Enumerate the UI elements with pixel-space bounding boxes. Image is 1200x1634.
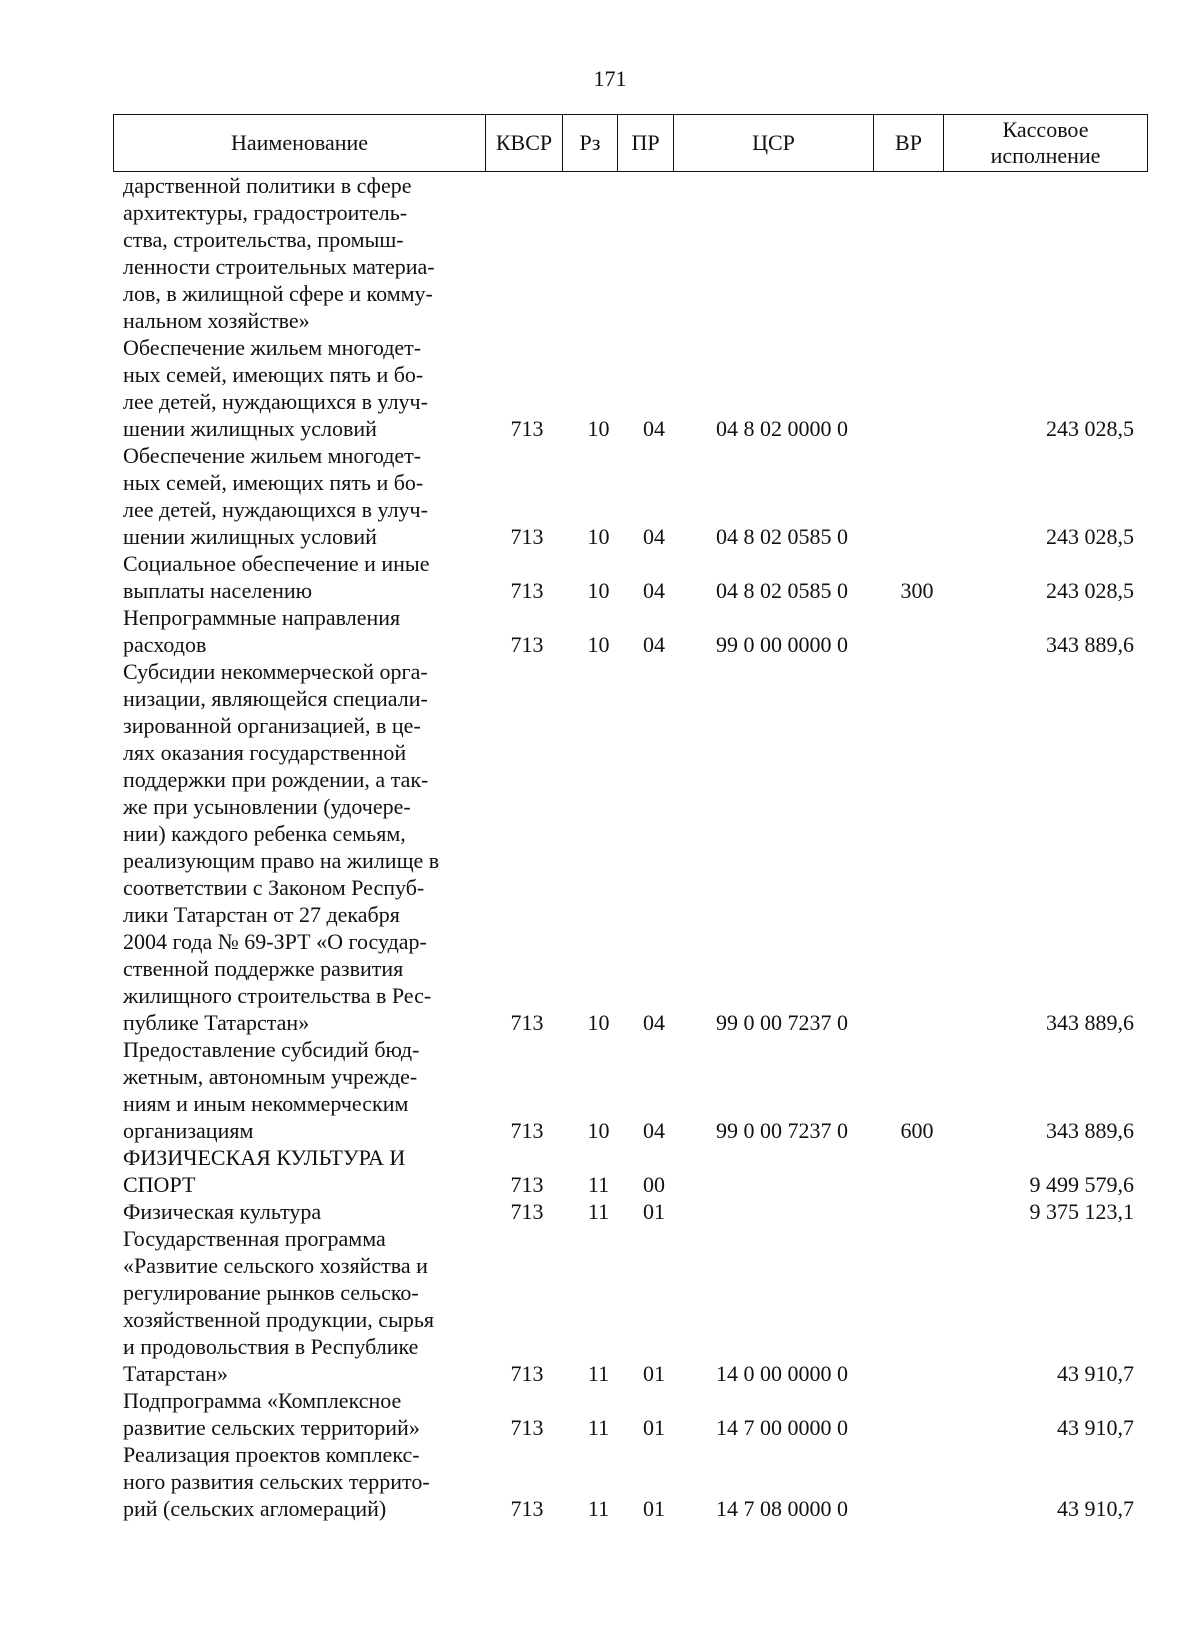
- row-pr: 04: [643, 578, 665, 603]
- table-row: [113, 1036, 1148, 1144]
- row-sum: 243 028,5: [1046, 524, 1134, 549]
- row-name: [113, 1144, 483, 1198]
- row-name: [113, 172, 483, 334]
- table-header: [113, 114, 1148, 172]
- table-row: [113, 442, 1148, 550]
- row-name-line: рий (сельских агломераций): [123, 1496, 387, 1521]
- row-csr: 14 0 00 0000 0: [716, 1361, 848, 1386]
- row-rz: 10: [587, 1010, 610, 1035]
- row-name-line: и продовольствия в Республике: [123, 1334, 419, 1359]
- row-name-line: ниям и иным некоммерческим: [123, 1091, 409, 1116]
- row-sum: 9 499 579,6: [1029, 1172, 1134, 1197]
- row-name-line: ных семей, имеющих пять и бо-: [123, 362, 424, 387]
- row-name-line: лее детей, нуждающихся в улуч-: [123, 497, 428, 522]
- row-name-line: Государственная программа: [123, 1226, 386, 1251]
- row-name-line: публике Татарстан»: [123, 1010, 310, 1035]
- row-name-line: ных семей, имеющих пять и бо-: [123, 470, 424, 495]
- row-sum: 243 028,5: [1046, 578, 1134, 603]
- table-body: [113, 172, 1148, 1522]
- header-sum-line2: исполнение: [990, 143, 1101, 168]
- row-name-line: хозяйственной продукции, сырья: [123, 1307, 435, 1332]
- row-kvsr: 713: [510, 632, 544, 657]
- row-name: [113, 1198, 483, 1225]
- row-sum: 343 889,6: [1046, 1118, 1134, 1143]
- row-kvsr: 713: [510, 1496, 544, 1521]
- row-rz: 10: [587, 1118, 610, 1143]
- row-name-line: Социальное обеспечение и иные: [123, 551, 430, 576]
- row-rz: 11: [587, 1415, 610, 1440]
- row-name: [113, 1387, 483, 1441]
- row-rz: 11: [587, 1361, 610, 1386]
- row-name-line: реализующим право на жилище в: [123, 848, 440, 873]
- row-name-line: поддержки при рождении, а так-: [123, 767, 429, 792]
- row-name: [113, 604, 483, 658]
- row-pr: 01: [643, 1199, 665, 1224]
- header-name: Наименование: [114, 115, 486, 171]
- row-name-line: соответствии с Законом Респуб-: [123, 875, 425, 900]
- row-name-line: архитектуры, градостроитель-: [123, 200, 408, 225]
- row-name-line: выплаты населению: [123, 578, 313, 603]
- table-row: [113, 334, 1148, 442]
- row-sum: 343 889,6: [1046, 1010, 1134, 1035]
- row-name-line: шении жилищных условий: [123, 416, 377, 441]
- row-sum: 43 910,7: [1057, 1361, 1134, 1386]
- row-name-line: регулирование рынков сельско-: [123, 1280, 419, 1305]
- row-name-line: ленности строительных материа-: [123, 254, 435, 279]
- row-sum: 43 910,7: [1057, 1415, 1134, 1440]
- row-pr: 04: [643, 416, 665, 441]
- table-row: [113, 1198, 1148, 1225]
- row-pr: 01: [643, 1415, 665, 1440]
- row-kvsr: 713: [510, 1010, 544, 1035]
- header-rz: Рз: [563, 115, 618, 171]
- row-kvsr: 713: [510, 578, 544, 603]
- row-kvsr: 713: [510, 524, 544, 549]
- row-vr: 300: [900, 578, 934, 603]
- row-name-line: ственной поддержке развития: [123, 956, 404, 981]
- row-name-line: лее детей, нуждающихся в улуч-: [123, 389, 428, 414]
- row-kvsr: 713: [510, 1118, 544, 1143]
- row-rz: 10: [587, 524, 610, 549]
- row-name-line: зированной организацией, в це-: [123, 713, 421, 738]
- row-name-line: жетным, автономным учрежде-: [123, 1064, 418, 1089]
- row-name: [113, 1441, 483, 1522]
- table-row: [113, 550, 1148, 604]
- row-name-line: СПОРТ: [123, 1172, 196, 1197]
- row-pr: 01: [643, 1361, 665, 1386]
- row-name-line: Татарстан»: [123, 1361, 228, 1386]
- row-name: [113, 1225, 483, 1387]
- row-rz: 10: [587, 416, 610, 441]
- row-kvsr: 713: [510, 1361, 544, 1386]
- row-sum: 9 375 123,1: [1029, 1199, 1134, 1224]
- row-kvsr: 713: [510, 1415, 544, 1440]
- row-csr: 99 0 00 7237 0: [716, 1118, 848, 1143]
- row-rz: 11: [587, 1199, 610, 1224]
- row-name-line: Обеспечение жильем многодет-: [123, 335, 422, 360]
- row-name-line: ФИЗИЧЕСКАЯ КУЛЬТУРА И: [123, 1145, 406, 1170]
- row-csr: 04 8 02 0585 0: [716, 578, 848, 603]
- row-pr: 04: [643, 632, 665, 657]
- row-rz: 10: [587, 578, 610, 603]
- row-rz: 11: [587, 1496, 610, 1521]
- row-pr: 04: [643, 1010, 665, 1035]
- row-csr: 04 8 02 0000 0: [716, 416, 848, 441]
- row-name-line: лики Татарстан от 27 декабря: [123, 902, 400, 927]
- row-name-line: низации, являющейся специали-: [123, 686, 428, 711]
- table-row: [113, 1225, 1148, 1387]
- row-name-line: лях оказания государственной: [123, 740, 407, 765]
- row-name-line: Непрограммные направления: [123, 605, 401, 630]
- row-name-line: нии) каждого ребенка семьям,: [123, 821, 406, 846]
- table-row: [113, 1144, 1148, 1198]
- header-csr: ЦСР: [674, 115, 874, 171]
- row-pr: 04: [643, 524, 665, 549]
- header-sum-line1: Кассовое: [1002, 117, 1089, 142]
- row-kvsr: 713: [510, 1199, 544, 1224]
- row-name-line: жилищного строительства в Рес-: [123, 983, 432, 1008]
- row-name-line: нальном хозяйстве»: [123, 308, 310, 333]
- row-name-line: Субсидии некоммерческой орга-: [123, 659, 428, 684]
- row-name-line: ного развития сельских террито-: [123, 1469, 430, 1494]
- row-csr: 14 7 08 0000 0: [716, 1496, 848, 1521]
- row-name-line: развитие сельских территорий»: [123, 1415, 420, 1440]
- row-name-line: 2004 года № 69-ЗРТ «О государ-: [123, 929, 427, 954]
- row-name-line: дарственной политики в сфере: [123, 173, 412, 198]
- row-sum: 343 889,6: [1046, 632, 1134, 657]
- row-csr: 99 0 00 0000 0: [716, 632, 848, 657]
- row-kvsr: 713: [510, 416, 544, 441]
- row-name-line: Предоставление субсидий бюд-: [123, 1037, 420, 1062]
- row-name-line: расходов: [123, 632, 207, 657]
- table-row: [113, 1441, 1148, 1522]
- row-sum: 243 028,5: [1046, 416, 1134, 441]
- header-vr: ВР: [874, 115, 944, 171]
- row-name-line: «Развитие сельского хозяйства и: [123, 1253, 428, 1278]
- row-pr: 01: [643, 1496, 665, 1521]
- table-row: [113, 658, 1148, 1036]
- row-name-line: лов, в жилищной сфере и комму-: [123, 281, 433, 306]
- row-csr: 04 8 02 0585 0: [716, 524, 848, 549]
- row-name-line: шении жилищных условий: [123, 524, 377, 549]
- row-rz: 11: [587, 1172, 610, 1197]
- row-name: [113, 1036, 483, 1144]
- row-name-line: организациям: [123, 1118, 254, 1143]
- header-pr: ПР: [618, 115, 674, 171]
- row-name-line: Подпрограмма «Комплексное: [123, 1388, 402, 1413]
- row-name: [113, 334, 483, 442]
- row-name: [113, 658, 483, 1036]
- row-name-line: Обеспечение жильем многодет-: [123, 443, 422, 468]
- row-csr: 99 0 00 7237 0: [716, 1010, 848, 1035]
- table-row: [113, 604, 1148, 658]
- row-name: [113, 550, 483, 604]
- header-sum: [944, 115, 1147, 171]
- row-kvsr: 713: [510, 1172, 544, 1197]
- row-name-line: ства, строительства, промыш-: [123, 227, 404, 252]
- row-vr: 600: [900, 1118, 934, 1143]
- row-name-line: Реализация проектов комплекс-: [123, 1442, 420, 1467]
- table-row: [113, 1387, 1148, 1441]
- page-number: 171: [593, 66, 627, 91]
- header-kvsr: КВСР: [486, 115, 563, 171]
- row-name-line: Физическая культура: [123, 1199, 322, 1224]
- row-name: [113, 442, 483, 550]
- row-sum: 43 910,7: [1057, 1496, 1134, 1521]
- row-name-line: же при усыновлении (удочере-: [123, 794, 411, 819]
- row-csr: 14 7 00 0000 0: [716, 1415, 848, 1440]
- table-row: [113, 172, 1148, 334]
- row-rz: 10: [587, 632, 610, 657]
- row-pr: 00: [643, 1172, 665, 1197]
- row-pr: 04: [643, 1118, 665, 1143]
